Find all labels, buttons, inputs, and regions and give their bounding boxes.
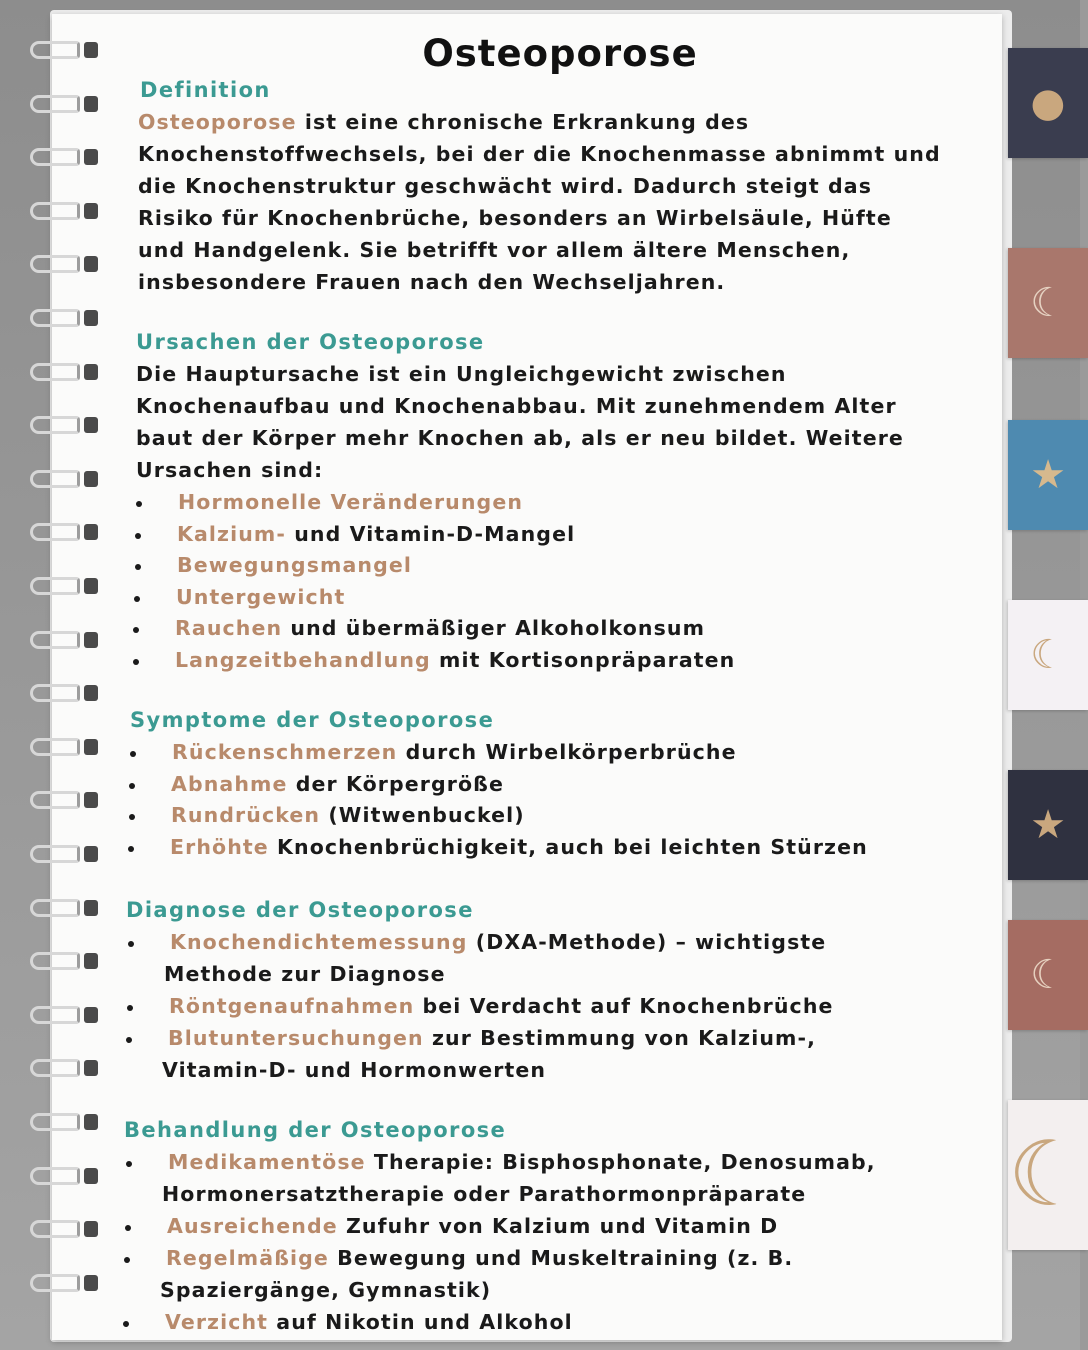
bullet-point (124, 1257, 130, 1263)
section-heading-behandlung: Behandlung der Osteoporose (124, 1118, 507, 1142)
definition-line: Knochenstoffwechsels, bei der die Knochenmasse abnimmt und (138, 142, 941, 166)
list-item: Bewegungsmangel (177, 553, 413, 577)
bullet-point (128, 941, 134, 947)
bullet-point (125, 1225, 131, 1231)
bullet-point (126, 1037, 132, 1043)
definition-line: und Handgelenk. Sie betrifft vor allem ältere Menschen, (138, 238, 851, 262)
full-moon-icon: ● (1030, 80, 1066, 126)
bullet-point (134, 596, 140, 602)
list-item: Kalzium- und Vitamin-D-Mangel (177, 521, 576, 546)
list-item: Untergewicht (176, 584, 346, 609)
list-item: Rauchen und übermäßiger Alkoholkonsum (175, 616, 706, 640)
list-item: Verzicht auf Nikotin und Alkohol (165, 1310, 573, 1334)
bullet-point (126, 1161, 132, 1167)
bullet-point (129, 783, 135, 789)
bullet-point (135, 533, 141, 539)
page-title: Osteoporose (422, 32, 698, 75)
crescent-moon-icon: ☾ (1030, 632, 1066, 678)
list-item: Blutuntersuchungen zur Bestimmung von Kalzium-, (168, 1026, 816, 1050)
bullet-point (130, 751, 136, 757)
ursachen-line: Knochenaufbau und Knochenabbau. Mit zunehmendem Alter (136, 394, 897, 418)
definition-text (138, 106, 941, 298)
list-item: Hormonelle Veränderungen (178, 490, 524, 514)
bullet-point (133, 659, 139, 665)
list-item: Medikamentöse Therapie: Bisphosphonate, Denosumab, (168, 1150, 876, 1174)
list-item-continuation: Hormonersatztherapie oder Parathormonpräparate (162, 1182, 807, 1206)
section-heading-diagnose: Diagnose der Osteoporose (126, 898, 474, 922)
list-item-continuation: Spaziergänge, Gymnastik) (160, 1278, 492, 1302)
list-item: Abnahme der Körpergröße (171, 771, 505, 796)
crescent-moon-icon: ☾ (1030, 952, 1066, 998)
bullet-point (123, 1321, 129, 1327)
section-heading-symptome: Symptome der Osteoporose (130, 708, 495, 732)
list-item: Langzeitbehandlung mit Kortisonpräparaten (175, 647, 736, 672)
definition-line: die Knochenstruktur geschwächt wird. Dadurch steigt das (138, 174, 873, 198)
section-heading-definition: Definition (140, 78, 271, 102)
ursachen-text (136, 358, 904, 486)
bullet-point (129, 814, 135, 820)
list-item: Rundrücken (Witwenbuckel) (171, 803, 525, 827)
list-item: Rückenschmerzen durch Wirbelkörperbrüche (172, 740, 737, 764)
definition-line: Osteoporose ist eine chronische Erkrankung des (138, 110, 750, 134)
star-icon: ★ (1030, 452, 1066, 498)
list-item: Knochendichtemessung (DXA-Methode) – wichtigste (170, 930, 827, 954)
bullet-point (133, 627, 139, 633)
bullet-point (128, 846, 134, 852)
list-item-continuation: Methode zur Diagnose (164, 962, 446, 986)
ursachen-line: baut der Körper mehr Knochen ab, als er neu bildet. Weitere (136, 426, 904, 450)
ursachen-line: Ursachen sind: (136, 458, 324, 482)
bullet-point (135, 564, 141, 570)
ursachen-line: Die Hauptursache ist ein Ungleichgewicht zwischen (136, 362, 787, 386)
crescent-moon-icon: ☾ (1030, 280, 1066, 326)
list-item: Röntgenaufnahmen bei Verdacht auf Knochenbrüche (169, 994, 834, 1018)
section-heading-ursachen: Ursachen der Osteoporose (136, 330, 485, 354)
crescent-moon-icon: ☾ (1007, 1122, 1088, 1227)
bullet-point (136, 501, 142, 507)
definition-line: insbesondere Frauen nach den Wechseljahren. (138, 270, 726, 294)
list-item: Erhöhte Knochenbrüchigkeit, auch bei leichten Stürzen (170, 834, 868, 859)
definition-line: Risiko für Knochenbrüche, besonders an Wirbelsäule, Hüfte (138, 206, 892, 230)
star-icon: ★ (1030, 802, 1066, 848)
list-item: Regelmäßige Bewegung und Muskeltraining (z. B. (166, 1246, 794, 1270)
list-item: Ausreichende Zufuhr von Kalzium und Vitamin D (167, 1214, 779, 1238)
bullet-point (127, 1005, 133, 1011)
list-item-continuation: Vitamin-D- und Hormonwerten (162, 1058, 547, 1082)
